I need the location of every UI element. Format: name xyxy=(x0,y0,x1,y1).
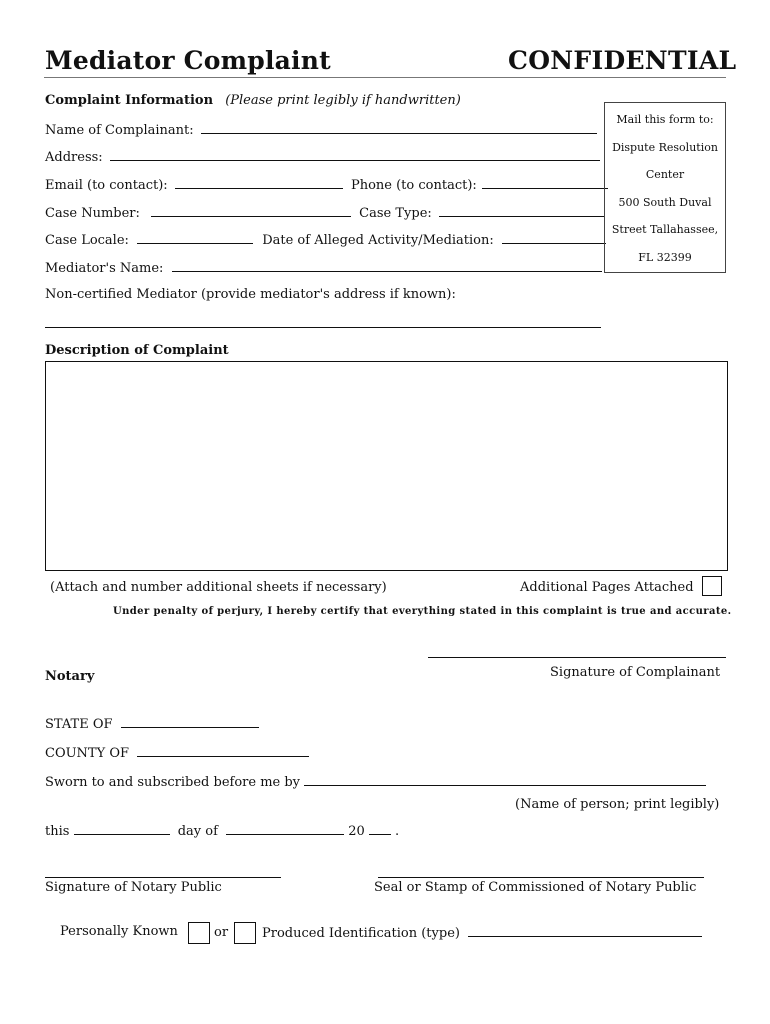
address-field[interactable] xyxy=(110,148,600,161)
state-of-field[interactable] xyxy=(121,715,259,728)
case-locale-field[interactable] xyxy=(137,231,253,244)
this-label: this xyxy=(45,824,70,839)
mediator-name-row xyxy=(45,259,602,276)
produced-id-checkbox[interactable] xyxy=(234,922,256,944)
complainant-signature-line[interactable] xyxy=(428,657,726,658)
case-locale-label: Case Locale: xyxy=(45,233,129,248)
perjury-statement: Under penalty of perjury, I hereby certify that everything stated in this complaint is true and accurate. xyxy=(113,606,732,617)
sworn-row xyxy=(45,773,706,790)
county-of-field[interactable] xyxy=(137,744,309,757)
noncertified-mediator-address-field[interactable] xyxy=(45,327,601,328)
state-of-row xyxy=(45,715,259,732)
notary-heading: Notary xyxy=(45,669,95,684)
mail-line: 500 South Duval xyxy=(618,195,712,209)
additional-pages-checkbox[interactable] xyxy=(702,576,722,596)
print-legibly-note: (Please print legibly if handwritten) xyxy=(225,93,461,108)
case-type-label: Case Type: xyxy=(359,206,432,221)
date-alleged-field[interactable] xyxy=(502,231,606,244)
mail-to-box xyxy=(604,102,726,273)
description-heading: Description of Complaint xyxy=(45,343,229,358)
mail-line: Street Tallahassee, xyxy=(611,223,719,236)
mediator-name-field[interactable] xyxy=(172,259,602,272)
month-field[interactable] xyxy=(226,822,344,835)
email-phone-row xyxy=(45,176,608,193)
complaint-info-heading-row xyxy=(45,93,461,108)
description-textarea[interactable] xyxy=(45,361,728,571)
day-field[interactable] xyxy=(74,822,170,835)
name-of-complainant-label: Name of Complainant: xyxy=(45,123,194,138)
name-of-complainant-field[interactable] xyxy=(201,121,597,134)
sworn-label: Sworn to and subscribed before me by xyxy=(45,775,301,790)
day-of-label: day of xyxy=(177,824,218,839)
date-row xyxy=(45,822,399,839)
name-of-complainant-row xyxy=(45,121,597,138)
phone-label: Phone (to contact): xyxy=(350,178,477,193)
personally-known-label: Personally Known xyxy=(60,924,178,939)
confidential-label: CONFIDENTIAL xyxy=(508,46,737,75)
year-prefix: 20 xyxy=(348,824,365,839)
produced-id-field[interactable] xyxy=(468,924,702,937)
noncertified-mediator-label: Non-certified Mediator (provide mediator's address if known): xyxy=(45,287,456,302)
mail-line: Dispute Resolution xyxy=(612,140,718,154)
attach-sheets-note: (Attach and number additional sheets if necessary) xyxy=(50,580,387,595)
case-type-field[interactable] xyxy=(439,204,605,217)
name-of-person-note: (Name of person; print legibly) xyxy=(515,797,720,812)
case-number-type-row xyxy=(45,204,605,221)
county-of-label: COUNTY OF xyxy=(45,746,129,761)
state-of-label: STATE OF xyxy=(45,717,113,732)
or-label: or xyxy=(214,925,229,940)
page-title: Mediator Complaint xyxy=(45,46,331,75)
personally-known-checkbox[interactable] xyxy=(188,922,210,944)
phone-field[interactable] xyxy=(482,176,608,189)
address-row xyxy=(45,148,600,165)
case-locale-date-row xyxy=(45,231,606,248)
complaint-info-heading: Complaint Information xyxy=(45,93,214,108)
sworn-name-field[interactable] xyxy=(304,773,706,786)
county-of-row xyxy=(45,744,309,761)
mail-line: Mail this form to: xyxy=(616,113,714,126)
mail-line: FL 32399 xyxy=(638,250,692,264)
mediator-name-label: Mediator's Name: xyxy=(45,261,164,276)
email-label: Email (to contact): xyxy=(45,178,168,193)
year-suffix: . xyxy=(395,824,400,839)
signature-of-complainant-label: Signature of Complainant xyxy=(550,665,721,680)
seal-stamp-label: Seal or Stamp of Commissioned of Notary Public xyxy=(374,880,697,895)
title-divider xyxy=(44,77,726,78)
seal-stamp-line[interactable] xyxy=(378,877,704,878)
produced-id-label: Produced Identification (type) xyxy=(262,926,460,941)
email-field[interactable] xyxy=(175,176,343,189)
case-number-field[interactable] xyxy=(151,204,351,217)
produced-id-row xyxy=(262,924,702,941)
year-field[interactable] xyxy=(369,822,391,835)
additional-pages-label: Additional Pages Attached xyxy=(520,580,694,595)
address-label: Address: xyxy=(45,150,103,165)
mail-line: Center xyxy=(645,168,685,181)
date-alleged-label: Date of Alleged Activity/Mediation: xyxy=(262,233,494,248)
case-number-label: Case Number: xyxy=(45,206,140,221)
signature-of-notary-label: Signature of Notary Public xyxy=(45,880,222,895)
notary-signature-line[interactable] xyxy=(45,877,281,878)
